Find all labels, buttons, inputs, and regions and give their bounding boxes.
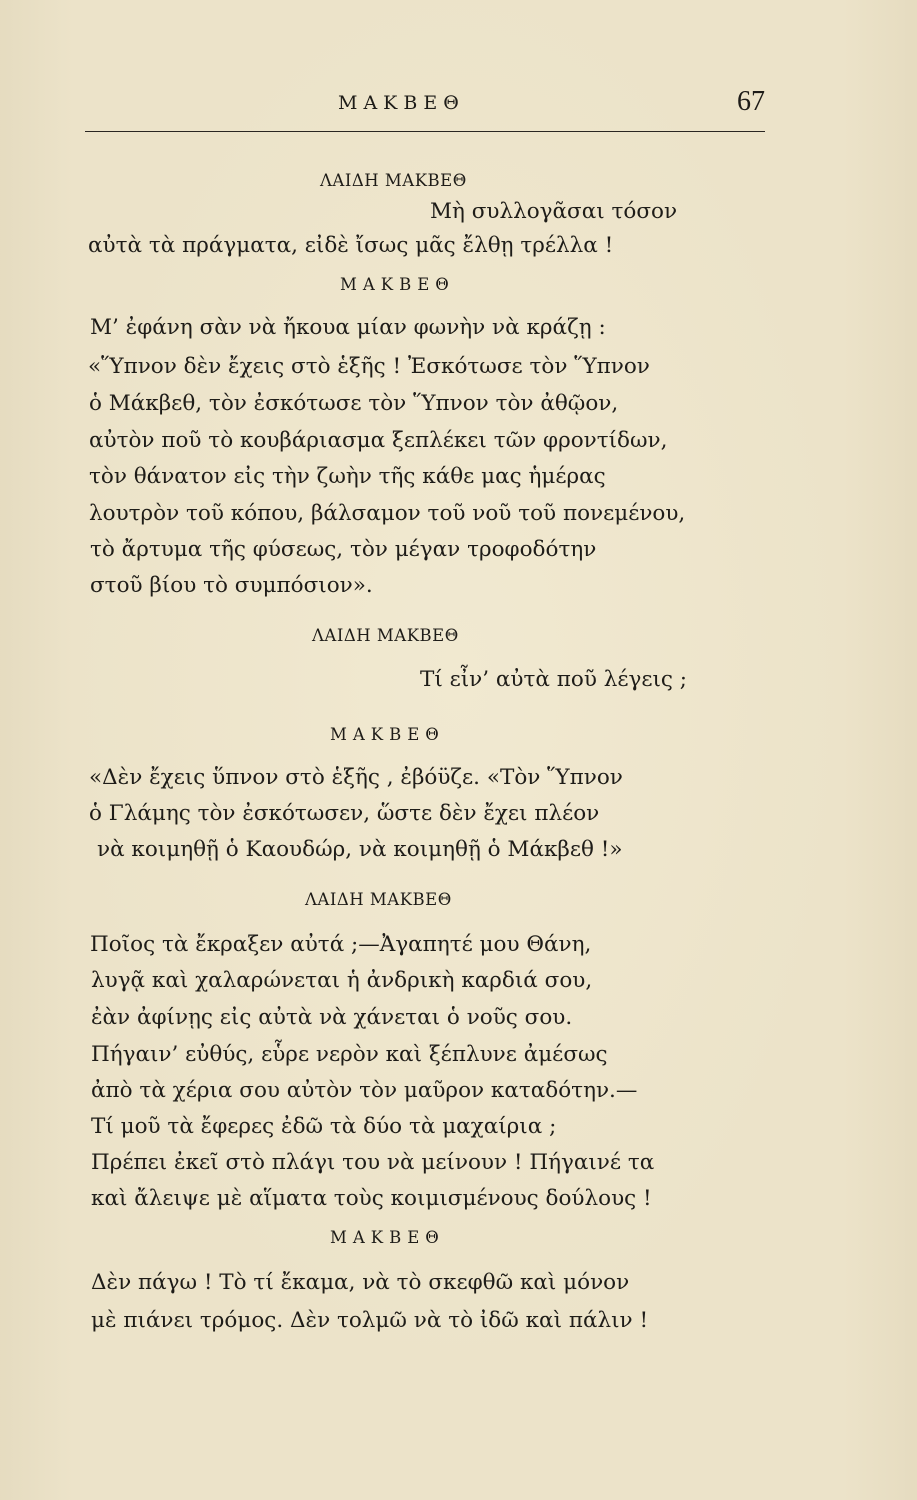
verse-line: λουτρὸν τοῦ κόπου, βάλσαμον τοῦ νοῦ τοῦ πονεμένου, bbox=[89, 501, 686, 526]
verse-line: λυγᾷ καὶ χαλαρώνεται ἡ ἀνδρικὴ καρδιά σου, bbox=[91, 968, 593, 993]
speaker-name: ΛΑΙΔΗ ΜΑΚΒΕΘ bbox=[320, 171, 467, 190]
verse-line: ὁ Γλάμης τὸν ἐσκότωσεν, ὥστε δὲν ἔχει πλέον bbox=[89, 801, 600, 826]
verse-line: Πήγαιν’ εὐθύς, εὗρε νερὸν καὶ ξέπλυνε ἀμέσως bbox=[91, 1042, 608, 1067]
header-rule bbox=[85, 131, 765, 132]
verse-line: Τί μοῦ τὰ ἔφερες ἐδῶ τὰ δύο τὰ μαχαίρια ; bbox=[91, 1114, 557, 1139]
verse-line: Ποῖος τὰ ἔκραξεν αὐτά ;—Ἀγαπητέ μου Θάνη, bbox=[90, 932, 592, 957]
running-title: ΜΑΚΒΕΘ bbox=[338, 92, 465, 114]
verse-line: Δὲν πάγω ! Τὸ τί ἔκαμα, νὰ τὸ σκεφθῶ καὶ μόνον bbox=[91, 1270, 630, 1295]
verse-line: ὁ Μάκβεθ, τὸν ἐσκότωσε τὸν Ὕπνον τὸν ἀθῷον, bbox=[89, 391, 619, 416]
verse-line: αὐτὸν ποῦ τὸ κουβάριασμα ξεπλέκει τῶν φροντίδων, bbox=[89, 428, 668, 453]
speaker-name: ΛΑΙΔΗ ΜΑΚΒΕΘ bbox=[305, 890, 452, 909]
verse-line: Πρέπει ἐκεῖ στὸ πλάγι του νὰ μείνουν ! Πήγαινέ τα bbox=[91, 1150, 655, 1175]
verse-line: ἀπὸ τὰ χέρια σου αὐτὸν τὸν μαῦρον καταδότην.— bbox=[91, 1078, 638, 1103]
verse-line: αὐτὰ τὰ πράγματα, εἰδὲ ἴσως μᾶς ἔλθῃ τρέλλα ! bbox=[88, 233, 614, 258]
speaker-name: ΜΑΚΒΕΘ bbox=[330, 1228, 445, 1247]
verse-line: στοῦ βίου τὸ συμπόσιον». bbox=[90, 573, 373, 598]
page-number: 67 bbox=[737, 86, 765, 117]
page-header bbox=[0, 86, 917, 122]
verse-line: Τί εἶν’ αὐτὰ ποῦ λέγεις ; bbox=[420, 667, 688, 692]
verse-line: καὶ ἄλειψε μὲ αἵματα τοὺς κοιμισμένους δούλους ! bbox=[91, 1186, 652, 1211]
verse-line: μὲ πιάνει τρόμος. Δὲν τολμῶ νὰ τὸ ἰδῶ καὶ πάλιν ! bbox=[91, 1308, 649, 1333]
verse-line: «Δὲν ἔχεις ὕπνον στὸ ἑξῆς , ἐβόϋζε. «Τὸν Ὕπνον bbox=[89, 765, 623, 790]
verse-line: τὸν θάνατον εἰς τὴν ζωὴν τῆς κάθε μας ἡμέρας bbox=[89, 464, 606, 489]
verse-line: τὸ ἄρτυμα τῆς φύσεως, τὸν μέγαν τροφοδότην bbox=[90, 537, 597, 562]
verse-line: ἐὰν ἀφίνῃς εἰς αὐτὰ νὰ χάνεται ὁ νοῦς σου. bbox=[91, 1005, 573, 1030]
speaker-name: ΜΑΚΒΕΘ bbox=[340, 275, 455, 294]
verse-line: νὰ κοιμηθῇ ὁ Καουδώρ, νὰ κοιμηθῇ ὁ Μάκβεθ !» bbox=[97, 837, 623, 862]
speaker-name: ΛΑΙΔΗ ΜΑΚΒΕΘ bbox=[312, 626, 459, 645]
verse-line: «Ὕπνον δὲν ἔχεις στὸ ἑξῆς ! Ἐσκότωσε τὸν Ὕπνον bbox=[88, 354, 650, 379]
speaker-name: ΜΑΚΒΕΘ bbox=[330, 725, 445, 744]
verse-line: Μὴ συλλογᾶσαι τόσον bbox=[430, 199, 678, 224]
verse-line: Μ’ ἐφάνη σὰν νὰ ἤκουα μίαν φωνὴν νὰ κράζῃ : bbox=[90, 315, 606, 340]
